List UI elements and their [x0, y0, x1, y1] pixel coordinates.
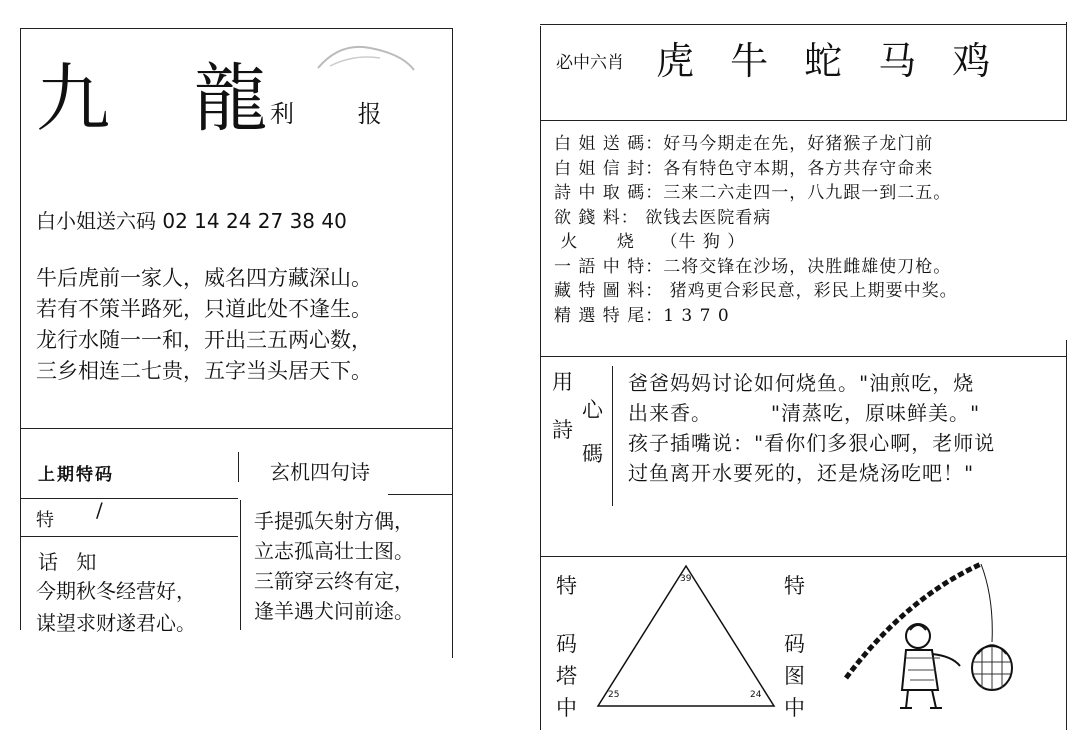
tower-right-char: 码 — [784, 632, 805, 656]
main-poem — [36, 263, 372, 387]
left-border — [20, 28, 21, 630]
faint-logo — [310, 38, 420, 78]
header-divider — [540, 120, 1067, 121]
yongxin-char: 詩 — [552, 418, 573, 442]
tower-number-left: 25 — [608, 690, 620, 700]
rule-line: 一 語 中 特：二将交锋在沙场，决胜雌雄使刀枪。 — [554, 256, 952, 277]
right-border — [452, 28, 453, 658]
publication-title: 九 龍 — [36, 56, 298, 142]
story-top-divider — [540, 356, 1067, 357]
xuanji-divider — [388, 494, 453, 495]
notice-divider — [20, 536, 238, 537]
tower-right-char: 特 — [784, 574, 805, 598]
tower-right-char: 图 — [784, 664, 805, 688]
last-code-special: 特 — [36, 510, 54, 531]
six-codes-line — [36, 205, 347, 234]
rule-line: 白 姐 送 碼：好马今期走在先，好猪猴子龙门前 — [554, 134, 934, 154]
story-line: 爸爸妈妈讨论如何烧鱼。"油煎吃，烧 — [628, 371, 975, 395]
rule-line: 欲 錢 料： 欲钱去医院看病 — [554, 207, 772, 228]
tower-left-char: 塔 — [556, 664, 577, 688]
right-page-top-border — [540, 24, 1067, 25]
yongxin-char: 用 — [552, 370, 573, 394]
publication-subtitle: 利 报 — [270, 100, 410, 128]
poem-line: 牛后虎前一家人，威名四方藏深山。 — [36, 266, 372, 290]
section-divider — [20, 428, 453, 429]
poem-line: 三乡相连二七贵，五字当头居天下。 — [36, 359, 372, 383]
story-line: 出来香。 "清蒸吃，原味鲜美。" — [628, 401, 981, 425]
six-codes-values: 02 14 24 27 38 40 — [162, 209, 347, 233]
right-page-right-border-bottom — [1066, 340, 1067, 730]
story-line: 过鱼离开水要死的，还是烧汤吃吧！" — [628, 461, 975, 485]
tower-left-char: 码 — [556, 632, 577, 656]
tower-number-top: 39 — [680, 574, 692, 584]
tower-top-divider — [540, 556, 1067, 557]
xuanji-poem — [254, 506, 414, 626]
poem-line: 若有不策半路死，只道此处不逢生。 — [36, 297, 372, 321]
rule-line: 火 烧 （牛 狗 ） — [554, 232, 746, 252]
notice-title: 话 知 — [38, 550, 103, 574]
last-code-divider — [20, 498, 238, 499]
tower-number-right: 24 — [750, 690, 762, 700]
top-border — [20, 28, 453, 29]
poem-line: 龙行水随一一和，开出三五两心数， — [36, 328, 372, 352]
vertical-divider — [240, 500, 241, 630]
rule-line: 精 選 特 尾：1 3 7 0 — [554, 305, 730, 326]
last-code-mark: / — [96, 498, 103, 522]
rule-line: 藏 特 圖 料： 猪鸡更合彩民意，彩民上期要中奖。 — [554, 281, 958, 301]
xuanji-line: 手提弧矢射方偶， — [254, 509, 414, 533]
rules-block — [554, 132, 958, 328]
bizhong-label: 必中六肖 — [556, 53, 624, 73]
rule-line: 詩 中 取 碼：三来二六走四一，八九跟一到二五。 — [554, 183, 952, 203]
tower-right-char: 中 — [784, 696, 805, 720]
tower-left-char: 特 — [556, 574, 577, 598]
xuanji-line: 三箭穿云终有定， — [254, 569, 414, 593]
bizhong-values: 虎 牛 蛇 马 鸡 — [656, 39, 1003, 83]
story-line: 孩子插嘴说："看你们多狠心啊，老师说 — [628, 431, 996, 455]
yongxin-char: 碼 — [582, 442, 603, 466]
six-codes-label: 白小姐送六码 — [36, 209, 156, 233]
right-page-right-border-top — [1066, 22, 1067, 120]
notice-line: 谋望求财遂君心。 — [36, 611, 196, 635]
xuanji-line: 立志孤高壮士图。 — [254, 539, 414, 563]
fishing-boy-illustration — [836, 558, 1036, 718]
notice-line: 今期秋冬经营好， — [36, 579, 196, 603]
story-side-divider — [612, 366, 613, 506]
tower-left-char: 中 — [556, 696, 577, 720]
rule-line: 白 姐 信 封：各有特色守本期，各方共存守命来 — [554, 158, 934, 179]
last-code-label: 上期特码 — [38, 465, 114, 485]
story-block — [628, 368, 995, 488]
notice-text — [36, 575, 196, 639]
xuanji-title: 玄机四句诗 — [270, 460, 370, 484]
vertical-divider-top — [238, 452, 239, 482]
yongxin-char: 心 — [582, 398, 603, 422]
right-page-left-border — [540, 26, 541, 730]
xuanji-line: 逢羊遇犬问前途。 — [254, 599, 414, 623]
